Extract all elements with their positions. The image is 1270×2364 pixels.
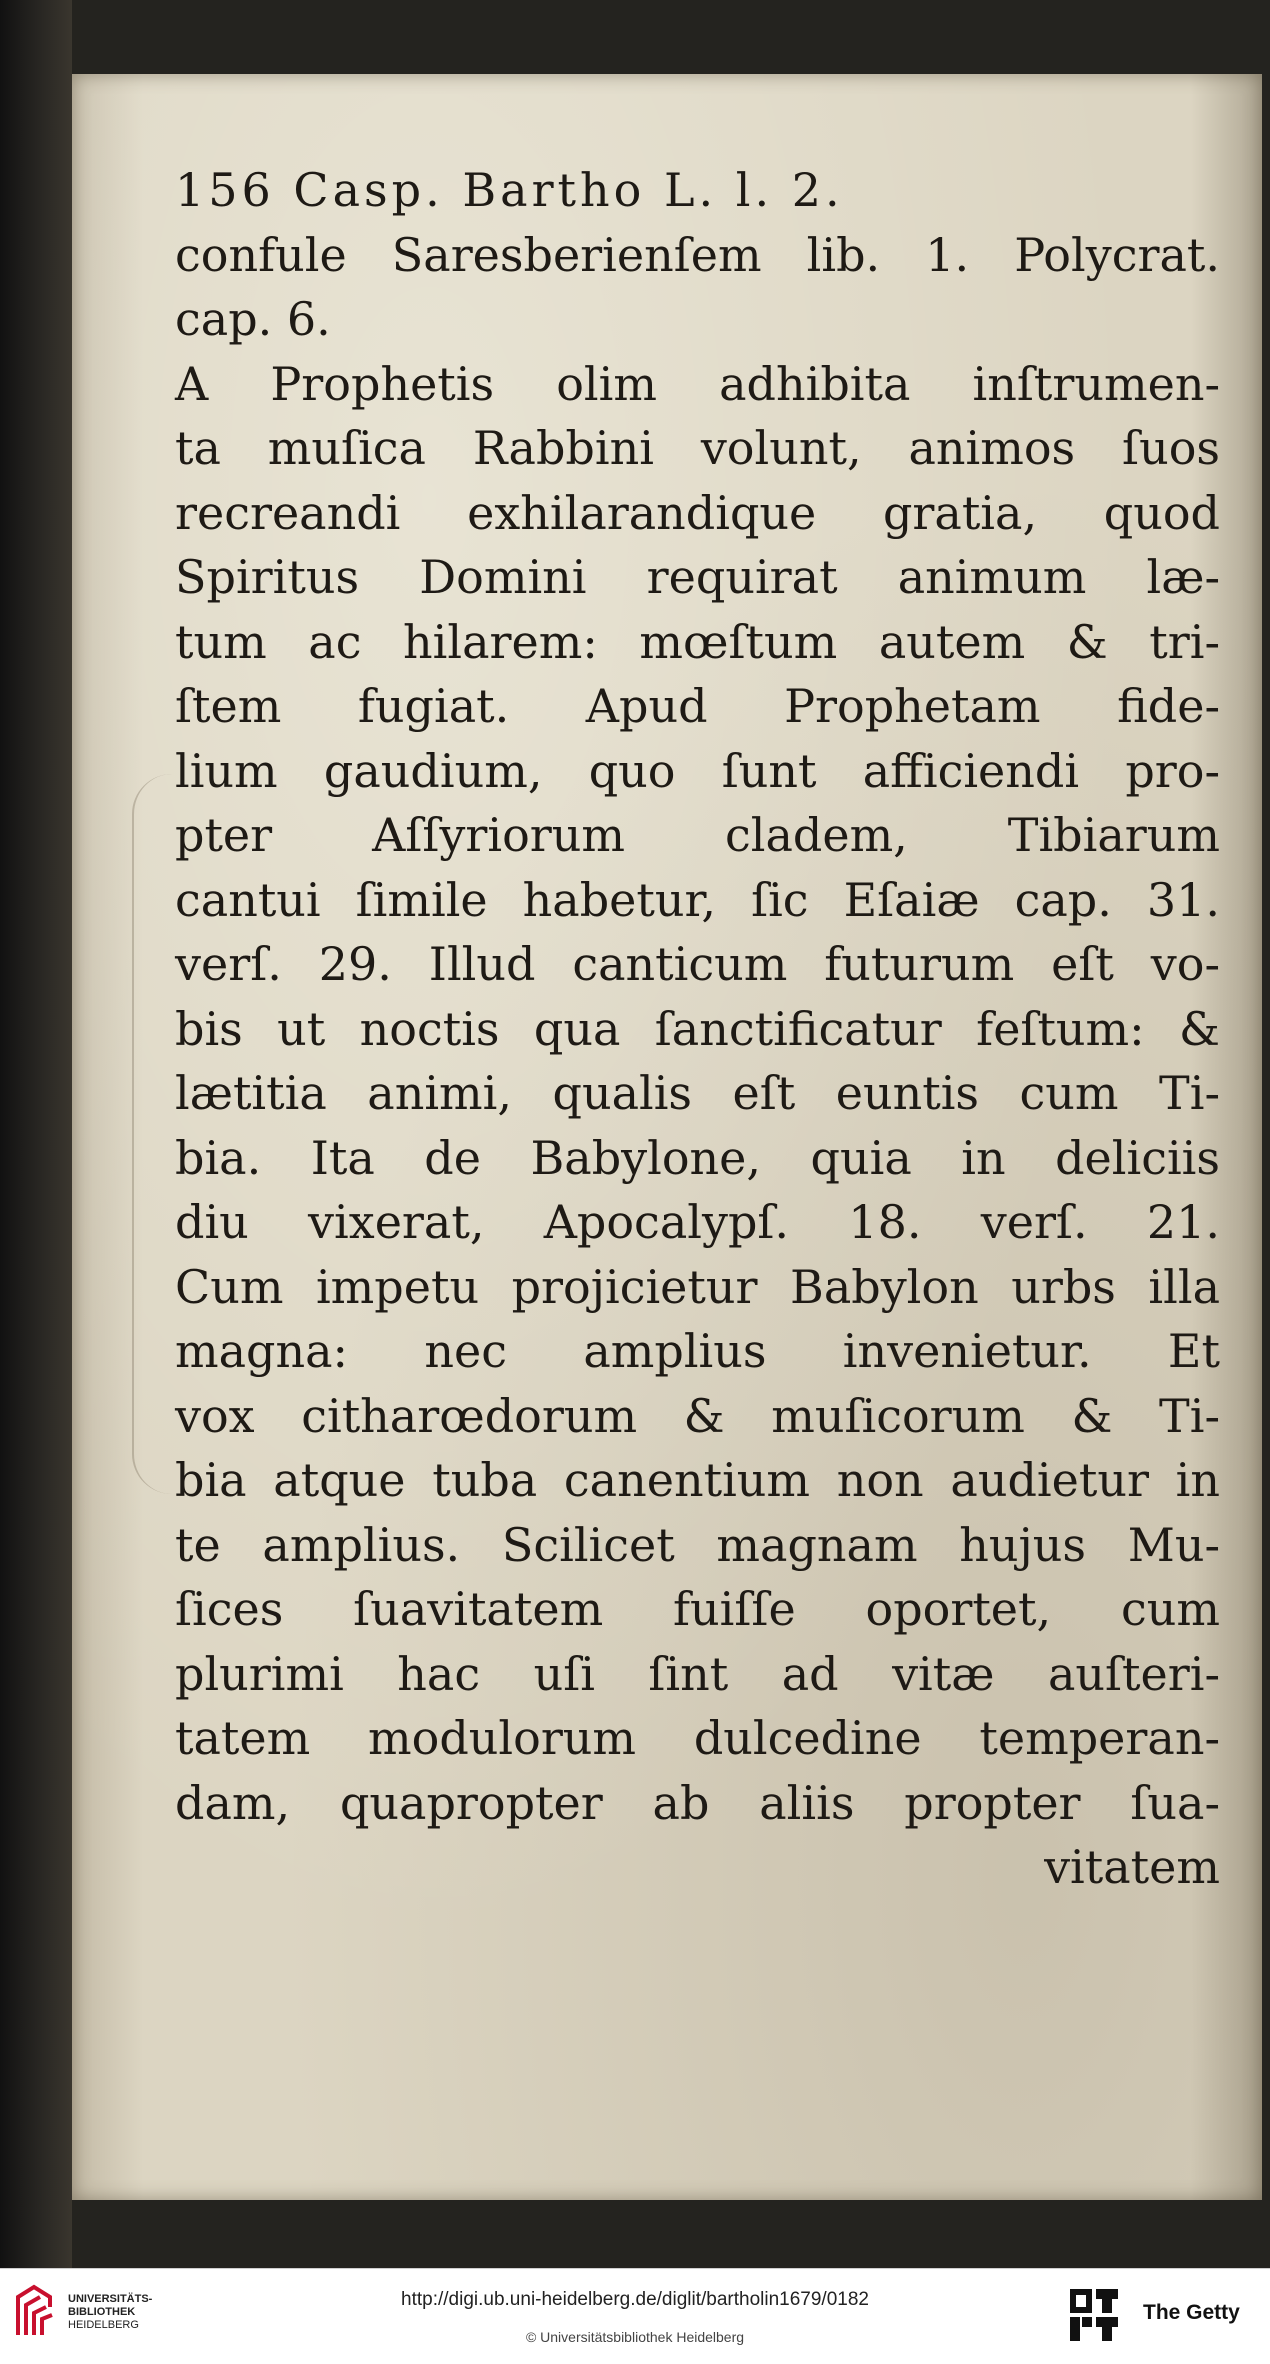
text-line: Cum impetu projicietur Babylon urbs illa [175, 1259, 1220, 1314]
getty-label: The Getty [1143, 2301, 1240, 2324]
text-line: cap. 6. [175, 292, 331, 346]
institution-line: HEIDELBERG [68, 2319, 139, 2331]
text-line: bia. Ita de Babylone, quia in deliciis [175, 1130, 1220, 1185]
getty-logo-icon[interactable] [1068, 2287, 1120, 2343]
text-line: dam, quapropter ab aliis propter ſua- [175, 1775, 1220, 1830]
text-line: confule Saresberienſem lib. 1. Polycrat. [175, 227, 1220, 282]
permalink-url[interactable]: http://digi.ub.uni-heidelberg.de/diglit/bartholin1679/0182 [401, 2289, 869, 2310]
text-line: diu vixerat, Apocalypſ. 18. verſ. 21. [175, 1195, 1220, 1249]
text-line: tum ac hilarem: mœſtum autem & tri- [175, 614, 1220, 669]
text-line: recreandi exhilarandique gratia, quod [175, 485, 1220, 540]
text-line: magna: nec amplius invenietur. Et [175, 1324, 1220, 1378]
text-line: pter Aſſyriorum cladem, Tibiarum [175, 808, 1220, 862]
copyright-notice: © Universitätsbibliothek Heidelberg [525, 2329, 745, 2345]
text-line: lium gaudium, quo ſunt afficiendi pro- [175, 743, 1220, 798]
page-text [175, 158, 1220, 1900]
text-line: ta muſica Rabbini volunt, animos ſuos [175, 421, 1220, 475]
text-line: cantui ſimile habetur, ſic Eſaiæ cap. 31. [175, 872, 1220, 927]
text-line: ſtem fugiat. Apud Prophetam fide- [175, 679, 1220, 733]
text-line: te amplius. Scilicet magnam hujus Mu- [175, 1517, 1220, 1572]
catchword: vitatem [1044, 1840, 1220, 1894]
text-line: plurimi hac uſi ſint ad vitæ auſteri- [175, 1646, 1220, 1701]
institution-line: BIBLIOTHEK [68, 2306, 136, 2318]
viewer-footer [0, 2268, 1270, 2364]
text-line: vox citharœdorum & muſicorum & Ti- [175, 1388, 1220, 1443]
text-line: bia atque tuba canentium non audietur in [175, 1453, 1220, 1507]
text-line: A Prophetis olim adhibita inſtrumen- [175, 356, 1220, 411]
text-line: ſices ſuavitatem fuiſſe oportet, cum [175, 1582, 1220, 1636]
text-line: bis ut noctis qua ſanctificatur feſtum: & [175, 1001, 1220, 1056]
text-line: lætitia animi, qualis eſt euntis cum Ti- [175, 1066, 1220, 1120]
running-header: 156 Casp. Bartho L. l. 2. [175, 163, 844, 217]
page-fold-shadow [132, 774, 174, 1494]
text-line: verſ. 29. Illud canticum futurum eſt vo- [175, 937, 1220, 991]
institution-line: UNIVERSITÄTS- [68, 2293, 153, 2305]
text-line: tatem modulorum dulcedine temperan- [175, 1711, 1220, 1765]
text-line: Spiritus Domini requirat animum læ- [175, 550, 1220, 604]
book-binding-edge [0, 0, 72, 2268]
